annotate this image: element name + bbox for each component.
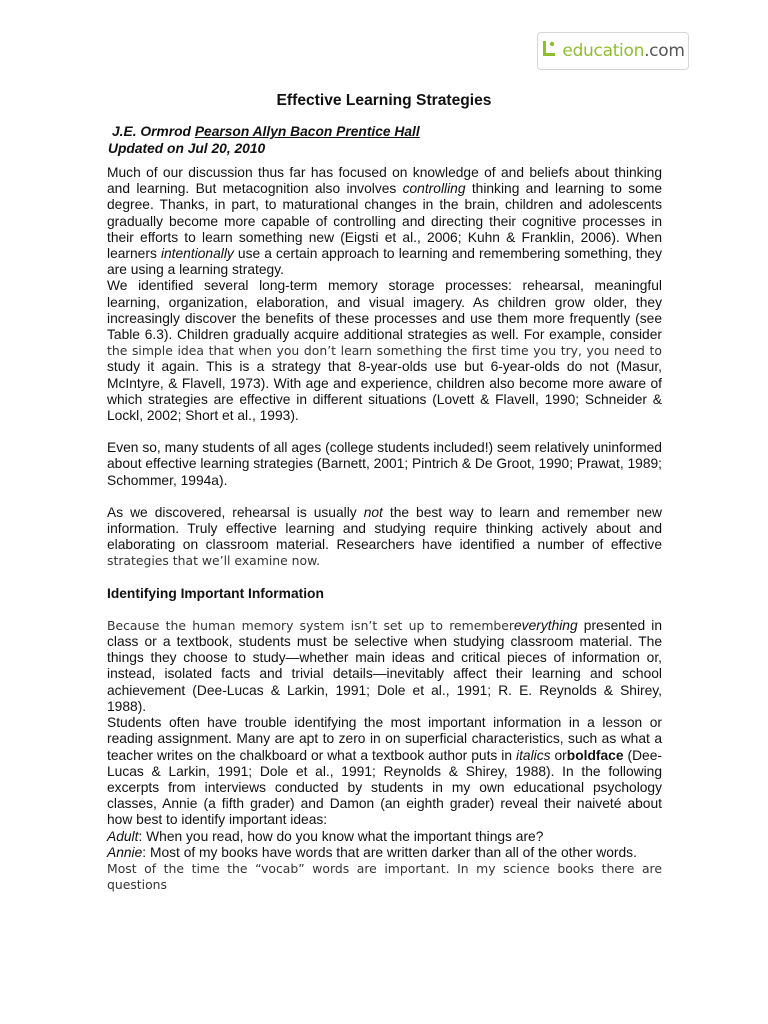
logo-pencil-icon — [541, 39, 559, 64]
section-heading: Identifying Important Information — [107, 585, 324, 601]
author-name: J.E. Ormrod — [112, 124, 191, 139]
document-body — [107, 165, 662, 893]
document-title: Effective Learning Strategies — [276, 92, 492, 109]
updated-date: Updated on Jul 20, 2010 — [108, 140, 266, 156]
paragraph-3: Even so, many students of all ages (college students included!) seem relatively uninformed about effective learning strategies (Barnett, 2001; Pintrich & De Groot, 1990; Prawat, 1989; Schommer, 1994a). — [107, 440, 663, 488]
byline — [108, 124, 420, 157]
publisher-name: Pearson Allyn Bacon Prentice Hall — [194, 124, 420, 139]
paragraph-1: Much of our discussion thus far has focused on knowledge of and beliefs about thinking and learning. But metacognition also involves controlling thinking and learning to some degree. Thanks, in part, to maturational changes in the brain, children and adolescents gradually become more capable of controlling and directing their cognitive processes in their efforts to learn something new (Eigsti et al., 2006; Kuhn & Franklin, 2006). When learners intentionally use a certain approach to learning and remembering something, they are using a learning strategy. — [107, 165, 662, 278]
paragraph-5: Because the human memory system isn’t set up to remembereverything presented in class or a textbook, students must be selective when studying classroom material. The things they choose to study—whether main ideas and critical pieces of information or, instead, isolated facts and trivial details—inevitably affect their learning and school achievement (Dee-Lucas & Larkin, 1991; Dole et al., 1991; R. E. Reynolds & Shirey, 1988). — [107, 617, 662, 714]
interview-line-continued: Most of the time the “vocab” words are important. In my science books there are questions — [107, 860, 662, 893]
interview-line-annie: Annie: Most of my books have words that are written darker than all of the other words. — [107, 844, 637, 860]
interview-line-adult: Adult: When you read, how do you know what the important things are? — [107, 828, 544, 844]
paragraph-6: Students often have trouble identifying the most important information in a lesson or reading assignment. Many are apt to zero in on superficial characteristics, such as what a teacher writes on the chalkboard or what a textbook author puts in italics orboldface (Dee-Lucas & Larkin, 1991; Dole et al., 1991; Reynolds & Shirey, 1988). In the following excerpts from interviews conducted by students in my own educational psychology classes, Annie (a fifth grader) and Damon (an eighth grader) reveal their naiveté about how best to identify important ideas: — [107, 715, 662, 828]
education-com-logo[interactable] — [537, 32, 689, 70]
paragraph-4: As we discovered, rehearsal is usually not the best way to learn and remember new information. Truly effective learning and studying require thinking actively about and elaborating on classroom material. Researchers have identified a number of effective strategies that we’ll examine now. — [107, 504, 662, 569]
logo-text: education.com — [562, 41, 685, 61]
paragraph-2: We identified several long-term memory storage processes: rehearsal, meaningful learning, organization, elaboration, and visual imagery. As children grow older, they increasingly discover the benefits of these processes and use them more frequently (see Table 6.3). Children gradually acquire additional strategies as well. For example, consider the simple idea that when you don’t learn something the first time you try, you need to study it again. This is a strategy that 8-year-olds use but 6-year-olds do not (Masur, McIntyre, & Flavell, 1973). With age and experience, children also become more aware of which strategies are effective in different situations (Lovett & Flavell, 1990; Schneider & Lockl, 2002; Short et al., 1993). — [107, 278, 662, 424]
